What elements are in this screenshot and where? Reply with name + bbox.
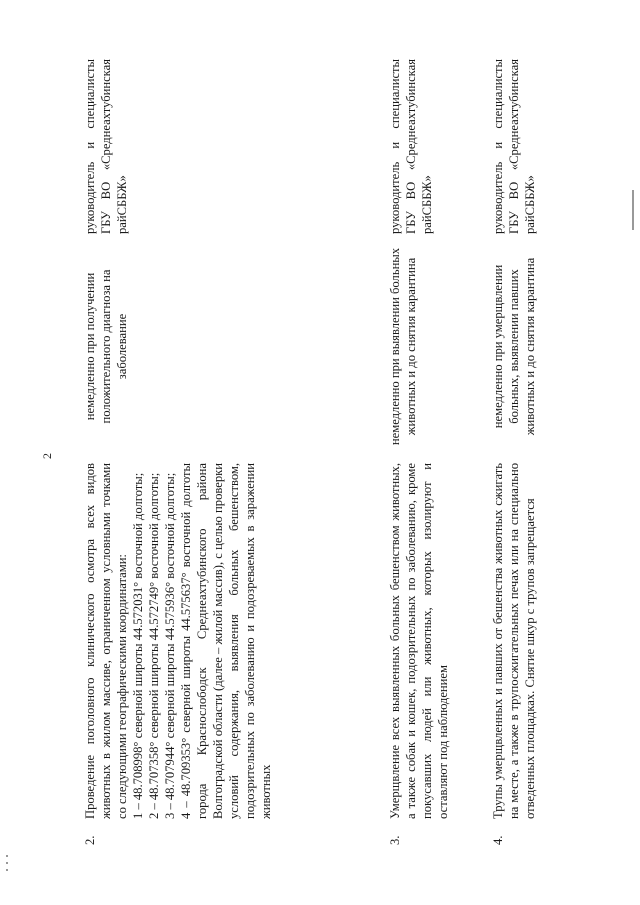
scan-edge-mark bbox=[632, 190, 634, 230]
table-row bbox=[387, 45, 451, 845]
row-number: 4. bbox=[491, 835, 505, 845]
scan-speck bbox=[6, 862, 8, 864]
table-row bbox=[490, 45, 538, 845]
scan-speck bbox=[6, 869, 8, 871]
coordinate-line: 3 – 48.707944° северной широты 44.575936° восточной долготы; bbox=[163, 472, 177, 819]
row-number: 3. bbox=[388, 835, 402, 845]
scan-speck bbox=[6, 855, 8, 857]
coordinate-line: 1 – 48.708998° северной широты 44.572031° восточной долготы; bbox=[131, 472, 145, 819]
coordinate-line: 2 – 48.707358° северной широты 44.572749° восточной долготы; bbox=[147, 472, 161, 819]
table-row bbox=[82, 45, 274, 845]
row-number: 2. bbox=[83, 835, 97, 845]
term-cell: немедленно при умерщвлении больных, выявлении павших животных и до снятия карантина bbox=[491, 257, 537, 436]
action-cell bbox=[82, 449, 274, 819]
action-cell: Трупы умерщвленных и павших от бешенства животных сжигать на месте, а также в трупосжигательных печах или на специально отведенных площадках. Снятие шкур с трупов запрещается bbox=[491, 463, 537, 819]
responsible-cell: руководитель и специалисты ГБУ ВО «Среднеахтубинская райСББЖ» bbox=[388, 59, 434, 234]
action-cell: Умерщвление всех выявленных больных бешенством животных, а также собак и кошек, подозрительных по заболеванию, кроме покусавших людей или животных, которых изолируют и оставляют под наблюдением bbox=[388, 463, 450, 819]
responsible-cell: руководитель и специалисты ГБУ ВО «Среднеахтубинская райСББЖ» bbox=[83, 59, 129, 234]
term-cell: немедленно при выявлении больных животных и до снятия карантина bbox=[388, 247, 418, 446]
term-cell: немедленно при получении положительного диагноза на заболевание bbox=[83, 269, 129, 424]
responsible-cell: руководитель и специалисты ГБУ ВО «Среднеахтубинская райСББЖ» bbox=[491, 59, 537, 234]
action-text: Проведение поголовного клинического осмотра всех видов животных в жилом массиве, ограниченном условными точками со следующими географическими координатами: bbox=[83, 463, 129, 819]
coordinate-line: 4 – 48.709353° северной широты 44.575637° восточной долготы города Краснослободск Среднеахтубинского района Волгоградской области (далее – жилой массив), с целью проверки условий содержания, выявления больных бешенством, подозрительных по заболеванию и подозреваемых в заражении животных bbox=[179, 463, 273, 819]
page-number: 2 bbox=[40, 453, 54, 459]
